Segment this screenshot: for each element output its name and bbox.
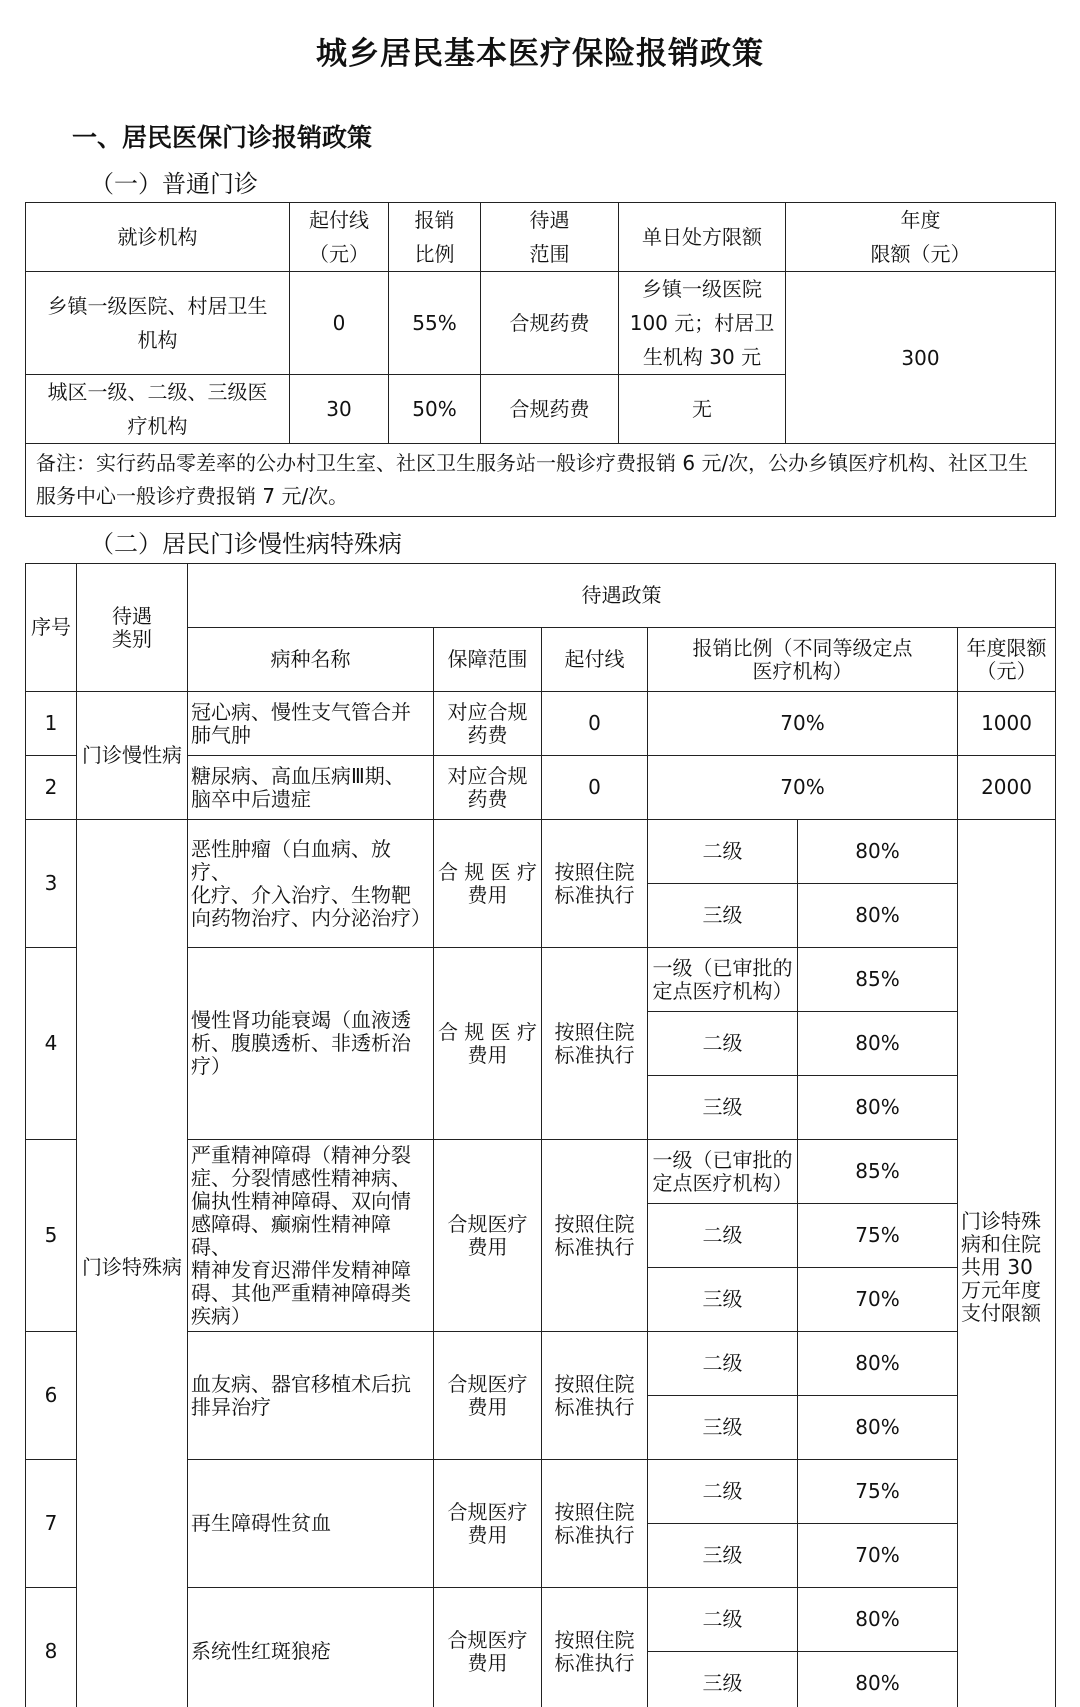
header-scope	[481, 203, 619, 272]
ratio-cell: 85%	[798, 1140, 958, 1204]
daily-limit-cell	[619, 272, 786, 375]
disease-cell	[188, 1460, 434, 1588]
scope-cell	[434, 756, 542, 820]
page-title: 城乡居民基本医疗保险报销政策	[316, 36, 764, 72]
text-line: 合规医疗	[447, 1627, 528, 1652]
ratio-cell: 80%	[798, 820, 958, 884]
text-line: 机构	[137, 328, 178, 352]
text-line: 费用	[467, 1522, 508, 1547]
text-line: 类别	[112, 626, 152, 651]
level-cell	[648, 1268, 798, 1332]
text-line: 系统性红斑狼疮	[191, 1639, 331, 1663]
institution-cell	[26, 272, 290, 375]
scope-cell	[434, 692, 542, 756]
table-header-row	[26, 564, 1056, 628]
text-line: 合规医疗	[447, 1371, 528, 1396]
section-heading: 一、居民医保门诊报销政策	[72, 123, 373, 152]
seq-cell: 8	[26, 1588, 77, 1707]
scope-cell	[434, 1460, 542, 1588]
seq-cell: 3	[26, 820, 77, 948]
institution-cell	[26, 375, 290, 444]
text-line: 按照住院	[554, 859, 635, 884]
scope-cell: 合规药费	[481, 375, 619, 444]
text-line: 糖尿病、高血压病Ⅲ期、	[191, 763, 405, 788]
table-row	[26, 820, 1056, 884]
deductible-cell	[542, 1588, 648, 1707]
text-line: 按照住院	[554, 1371, 635, 1396]
ratio-cell: 80%	[798, 884, 958, 948]
annual-cell: 1000	[958, 692, 1056, 756]
text-line: 再生障碍性贫血	[191, 1511, 331, 1535]
text-line: 冠心病、慢性支气管合并	[191, 699, 411, 724]
header-category	[77, 564, 188, 692]
text-line: 乡镇一级医院	[642, 277, 762, 301]
text-line: 年度	[900, 208, 941, 232]
deductible-cell	[542, 1460, 648, 1588]
annual-limit-cell: 300	[786, 272, 1056, 444]
text-line: 标准执行	[554, 1042, 635, 1067]
text-line: 对应合规	[447, 763, 528, 788]
seq-cell: 2	[26, 756, 77, 820]
text-line: 待遇	[529, 208, 570, 232]
text-line: 症、分裂情感性精神病、	[191, 1165, 411, 1190]
disease-cell	[188, 756, 434, 820]
text-line: 医疗机构）	[752, 658, 853, 683]
text-line: 限额（元）	[870, 242, 971, 266]
ratio-cell: 80%	[798, 1396, 958, 1460]
text-line: 定点医疗机构）	[652, 978, 793, 1003]
disease-cell	[188, 1140, 434, 1332]
header-deductible	[290, 203, 389, 272]
ratio-cell: 75%	[798, 1460, 958, 1524]
category-cell: 门诊特殊病	[77, 820, 188, 1707]
text-line: 病和住院	[961, 1232, 1041, 1256]
text-line: 三级	[702, 903, 743, 927]
ratio-cell: 80%	[798, 1332, 958, 1396]
level-cell	[648, 1332, 798, 1396]
text-line: 三级	[702, 1287, 743, 1311]
text-line: 按照住院	[554, 1019, 635, 1044]
text-line: 待遇	[112, 603, 152, 628]
subsection-general-outpatient: （一）普通门诊	[90, 170, 258, 198]
text-line: 报销	[414, 208, 455, 232]
text-line: 三级	[702, 1095, 743, 1119]
ratio-cell: 80%	[798, 1012, 958, 1076]
seq-cell: 7	[26, 1460, 77, 1588]
text-line: 标准执行	[554, 1394, 635, 1419]
text-line: 碍、其他严重精神障碍类	[191, 1280, 411, 1305]
ratio-cell: 70%	[648, 756, 958, 820]
text-line: 费用	[467, 1394, 508, 1419]
text-line: 二级	[702, 1351, 743, 1375]
ratio-cell: 75%	[798, 1204, 958, 1268]
ratio-cell: 85%	[798, 948, 958, 1012]
seq-cell: 4	[26, 948, 77, 1140]
chronic-special-table	[25, 563, 1056, 1707]
text-line: 门诊特殊	[961, 1209, 1041, 1233]
disease-cell	[188, 948, 434, 1140]
deductible-cell	[542, 948, 648, 1140]
scope-cell	[434, 1588, 542, 1707]
deductible-cell	[542, 1332, 648, 1460]
deductible-cell: 0	[542, 692, 648, 756]
text-line: 疗）	[191, 1054, 231, 1078]
note-row	[26, 444, 1056, 517]
text-line: 肺气肿	[191, 722, 251, 747]
text-line: 疗机构	[127, 414, 188, 438]
text-line: 按照住院	[554, 1499, 635, 1524]
level-cell	[648, 1652, 798, 1707]
text-line: 定点医疗机构）	[652, 1170, 793, 1195]
text-line: 二级	[702, 1607, 743, 1631]
header-ratio	[648, 628, 958, 692]
level-cell	[648, 1460, 798, 1524]
deductible-cell: 0	[290, 272, 389, 375]
note-text: 备注：实行药品零差率的公办村卫生室、社区卫生服务站一般诊疗费报销 6 元/次，公办乡镇医疗机构、社区卫生服务中心一般诊疗费报销 7 元/次。	[26, 444, 1056, 517]
disease-cell	[188, 692, 434, 756]
level-cell	[648, 820, 798, 884]
text-line: 标准执行	[554, 882, 635, 907]
ratio-cell: 80%	[798, 1588, 958, 1652]
text-line: 费用	[467, 1650, 508, 1675]
level-cell	[648, 948, 798, 1012]
deductible-cell	[542, 1140, 648, 1332]
text-line: 100 元；村居卫	[629, 311, 775, 335]
text-line: 年度限额	[966, 635, 1047, 660]
text-line: 无	[692, 397, 712, 421]
text-line: 脑卒中后遗症	[191, 786, 311, 811]
text-line: 万元年度	[961, 1278, 1041, 1302]
daily-limit-cell	[619, 375, 786, 444]
ratio-cell: 70%	[798, 1524, 958, 1588]
level-cell	[648, 884, 798, 948]
scope-cell	[434, 820, 542, 948]
disease-cell	[188, 820, 434, 948]
text-line: 二级	[702, 1031, 743, 1055]
header-annual-limit	[786, 203, 1056, 272]
table-row	[26, 692, 1056, 756]
text-line: 三级	[702, 1671, 743, 1695]
text-line: 乡镇一级医院、村居卫生	[47, 294, 268, 318]
text-line: 疾病）	[191, 1303, 251, 1328]
subsection-chronic-special: （二）居民门诊慢性病特殊病	[90, 530, 402, 558]
ratio-cell: 70%	[798, 1268, 958, 1332]
text-line: 化疗、介入治疗、生物靶	[191, 882, 411, 907]
text-line: 精神发育迟滞伴发精神障	[191, 1257, 411, 1282]
text-line: 比例	[414, 242, 455, 266]
text-line: 标准执行	[554, 1234, 635, 1259]
text-line: 感障碍、癫痫性精神障碍、	[191, 1211, 391, 1259]
text-line: 对应合规	[447, 699, 528, 724]
text-line: 药费	[467, 786, 508, 811]
scope-cell: 合规药费	[481, 272, 619, 375]
text-line: 费用	[467, 1234, 508, 1259]
text-line: （元）	[309, 242, 369, 266]
header-deductible: 起付线	[542, 628, 648, 692]
text-line: 费用	[467, 882, 508, 907]
table-header-row	[26, 203, 1056, 272]
text-line: 生机构 30 元	[642, 345, 762, 369]
text-line: 标准执行	[554, 1522, 635, 1547]
text-line: 报销比例（不同等级定点	[692, 635, 913, 660]
header-ratio	[389, 203, 481, 272]
level-cell	[648, 1204, 798, 1268]
text-line: 起付线	[309, 208, 369, 232]
text-line: 城区一级、二级、三级医	[47, 380, 268, 404]
ratio-cell: 55%	[389, 272, 481, 375]
text-line: 范围	[529, 242, 570, 266]
header-institution: 就诊机构	[26, 203, 290, 272]
deductible-cell: 0	[542, 756, 648, 820]
deductible-cell: 30	[290, 375, 389, 444]
text-line: 严重精神障碍（精神分裂	[191, 1142, 411, 1167]
text-line: 三级	[702, 1415, 743, 1439]
text-line: 向药物治疗、内分泌治疗）	[191, 905, 431, 930]
scope-cell	[434, 948, 542, 1140]
category-cell: 门诊慢性病	[77, 692, 188, 820]
text-line: 二级	[702, 1479, 743, 1503]
text-line: 二级	[702, 839, 743, 863]
level-cell	[648, 1012, 798, 1076]
annual-cell: 2000	[958, 756, 1056, 820]
level-cell	[648, 1524, 798, 1588]
deductible-cell	[542, 820, 648, 948]
text-line: 药费	[467, 722, 508, 747]
text-line: 恶性肿瘤（白血病、放疗、	[191, 836, 391, 884]
text-line: 按照住院	[554, 1627, 635, 1652]
text-line: 合规医疗	[447, 1211, 528, 1236]
text-line: 合规医疗	[447, 1499, 528, 1524]
scope-cell	[434, 1140, 542, 1332]
text-line: 支付限额	[961, 1301, 1041, 1325]
text-line: 一级（已审批的	[652, 955, 793, 980]
header-seq: 序号	[26, 564, 77, 692]
disease-cell	[188, 1588, 434, 1707]
header-daily-limit: 单日处方限额	[619, 203, 786, 272]
text-line: 共用 30	[961, 1255, 1033, 1279]
seq-cell: 6	[26, 1332, 77, 1460]
level-cell	[648, 1076, 798, 1140]
text-line: 合 规 医 疗	[437, 1019, 538, 1044]
header-scope: 保障范围	[434, 628, 542, 692]
annual-cell	[958, 820, 1056, 1707]
text-line: 偏执性精神障碍、双向情	[191, 1188, 411, 1213]
level-cell	[648, 1396, 798, 1460]
table-row	[26, 272, 1056, 375]
text-line: 按照住院	[554, 1211, 635, 1236]
text-line: 三级	[702, 1543, 743, 1567]
scope-cell	[434, 1332, 542, 1460]
ratio-cell: 70%	[648, 692, 958, 756]
level-cell	[648, 1140, 798, 1204]
header-annual	[958, 628, 1056, 692]
text-line: 二级	[702, 1223, 743, 1247]
ratio-cell: 80%	[798, 1652, 958, 1707]
text-line: 合 规 医 疗	[437, 859, 538, 884]
text-line: 一级（已审批的	[652, 1147, 793, 1172]
ratio-cell: 80%	[798, 1076, 958, 1140]
seq-cell: 5	[26, 1140, 77, 1332]
general-outpatient-table	[25, 202, 1056, 517]
text-line: 血友病、器官移植术后抗	[191, 1371, 411, 1396]
level-cell	[648, 1588, 798, 1652]
header-policy: 待遇政策	[188, 564, 1056, 628]
text-line: 慢性肾功能衰竭（血液透	[191, 1008, 411, 1032]
text-line: 标准执行	[554, 1650, 635, 1675]
ratio-cell: 50%	[389, 375, 481, 444]
header-disease: 病种名称	[188, 628, 434, 692]
disease-cell	[188, 1332, 434, 1460]
text-line: 费用	[467, 1042, 508, 1067]
text-line: 排异治疗	[191, 1394, 271, 1419]
text-line: （元）	[976, 658, 1037, 683]
text-line: 析、腹膜透析、非透析治	[191, 1031, 411, 1055]
seq-cell: 1	[26, 692, 77, 756]
